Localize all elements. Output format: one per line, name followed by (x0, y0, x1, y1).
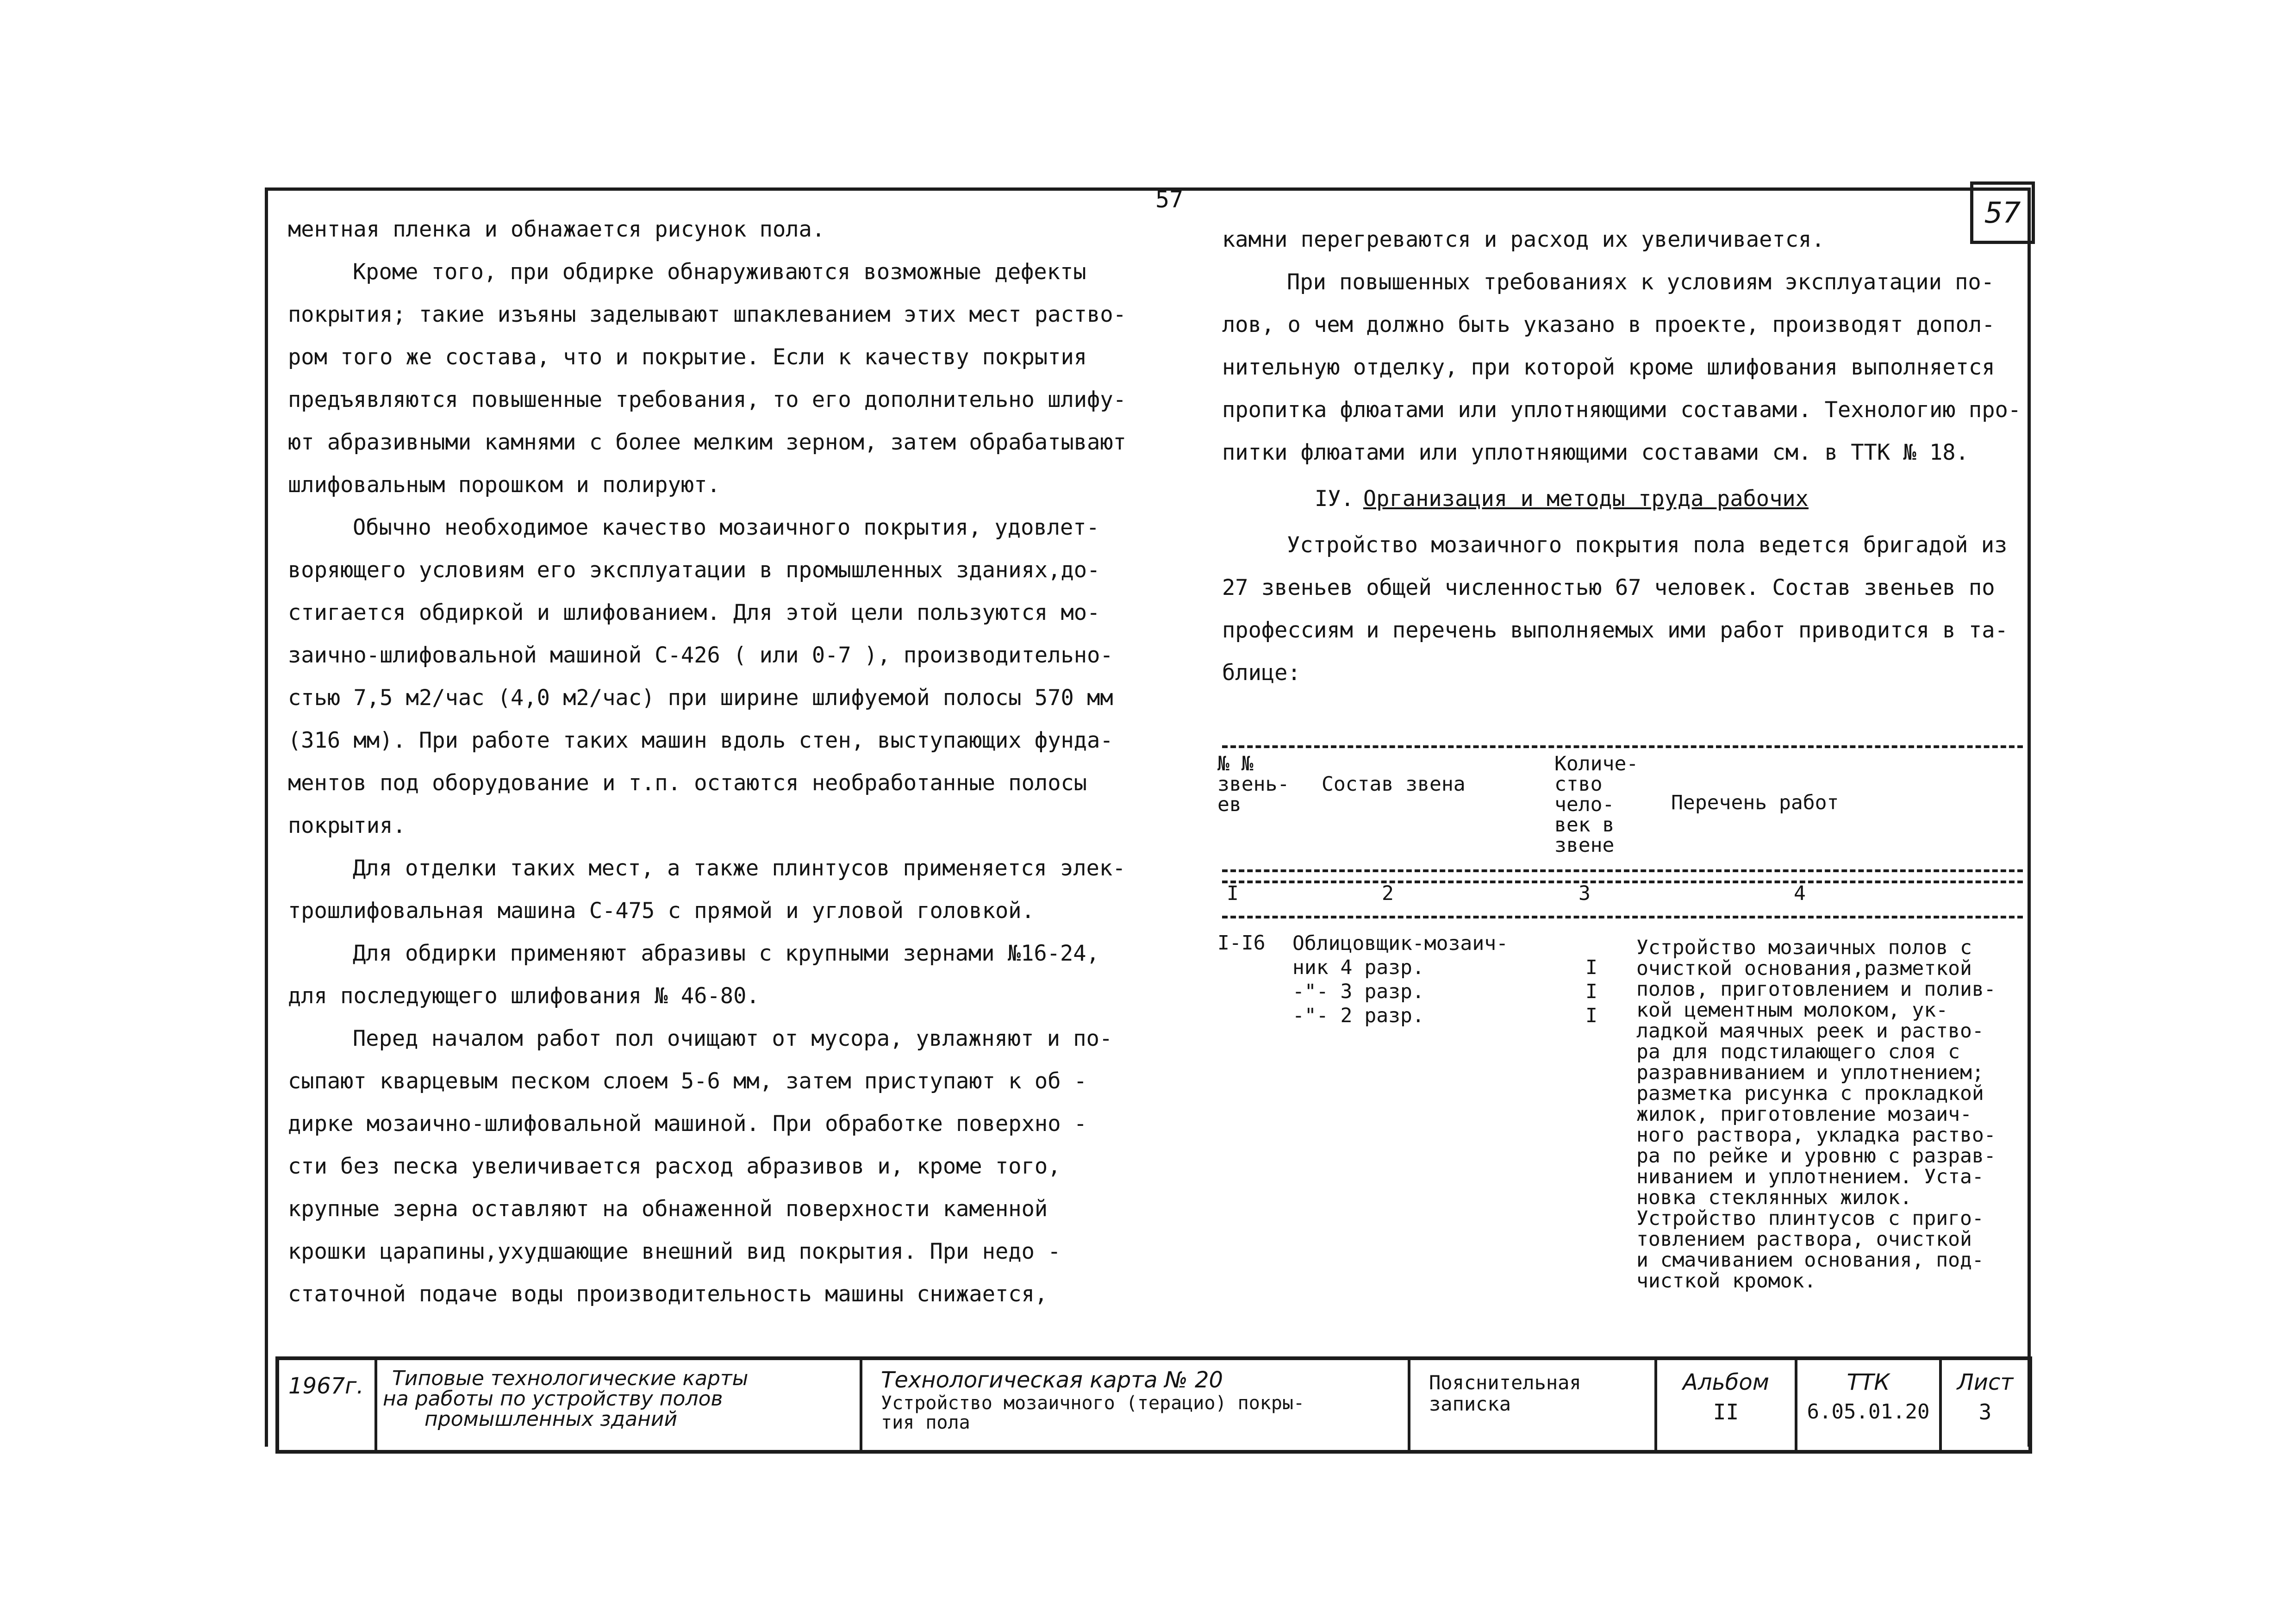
table-header-links: № № звень- ев (1217, 752, 1290, 816)
title-block-album: Альбом II (1657, 1360, 1797, 1450)
table-row-works: Устройство мозаичных полов с очисткой основания,разметкой полов, приготовлением и полив- кой цементным молоком, ук- ладкой маячных реек и раство- ра для подстилающего слоя с разравниванием и уплотнением; разметка рисунка с прокладкой жилок, приготовление мозаич- ного раствора, укладка раство- ра по рейке и уровню с разрав- ниванием и уплотнением. Уста- новка стеклянных жилок. Устройство плинтусов с приго- товлением раствора, очисткой и смачиванием основания, под- чисткой кромок. (1636, 936, 1996, 1293)
table-colnum-1: I (1227, 882, 1239, 905)
text-line: предъявляются повышенные требования, то его дополнительно шлифу- (288, 387, 1126, 412)
table-header-count: Количе- ство чело- век в звене (1554, 752, 1639, 857)
title-block-sheet: Лист 3 (1957, 1369, 2014, 1424)
text-line: Для отделки таких мест, а также плинтусов применяется элек- (353, 856, 1126, 881)
table-colnum-3: 3 (1578, 882, 1591, 905)
table-row-links: I-I6 (1217, 931, 1266, 955)
text-line: Устройство мозаичного покрытия пола ведется бригадой из (1287, 532, 2008, 558)
text-line: трошлифовальная машина С-475 с прямой и угловой головкой. (288, 898, 1035, 924)
table-rule-header (1222, 869, 2023, 872)
table-colnum-4: 4 (1794, 882, 1806, 905)
text-line: заично-шлифовальной машиной С-426 ( или 0-7 ), производительно- (288, 643, 1113, 668)
text-line: пропитка флюатами или уплотняющими составами. Технологию про- (1222, 397, 2021, 423)
text-line: стью 7,5 м2/час (4,0 м2/час) при ширине шлифуемой полосы 570 мм (288, 685, 1113, 711)
text-line: покрытия; такие изъяны заделывают шпаклеванием этих мест раство- (288, 302, 1126, 327)
table-row-composition: Облицовщик-мозаич- ник 4 разр. -"- 3 разр. -"- 2 разр. (1292, 932, 1508, 1027)
section-number: IУ. (1315, 486, 1354, 512)
text-line: крупные зерна оставляют на обнаженной поверхности каменной (288, 1196, 1048, 1222)
text-line: статочной подаче воды производительность машины снижается, (288, 1281, 1048, 1307)
text-line: сыпают кварцевым песком слоем 5-6 мм, затем приступают к об - (288, 1068, 1087, 1094)
text-line: камни перегреваются и расход их увеличивается. (1222, 227, 1825, 252)
text-line: Для обдирки применяют абразивы с крупными зернами №16-24, (353, 941, 1099, 966)
text-line: сти без песка увеличивается расход абразивов и, кроме того, (288, 1154, 1061, 1179)
page-number-box: 57 (1970, 181, 2035, 244)
title-block-note: Пояснительная записка (1410, 1360, 1657, 1450)
title-block-year: 1967г. (279, 1360, 377, 1450)
text-line: Кроме того, при обдирке обнаруживаются возможные дефекты (353, 259, 1086, 285)
text-line: Обычно необходимое качество мозаичного покрытия, удовлет- (353, 515, 1099, 540)
table-colnum-2: 2 (1382, 882, 1394, 905)
title-block (275, 1356, 2032, 1454)
title-block-ttk: ТТК 6.05.01.20 (1797, 1360, 1942, 1450)
right-column-text (1222, 219, 2032, 694)
table-rule-header-2 (1222, 881, 2023, 883)
text-line: лов, о чем должно быть указано в проекте, производят допол- (1222, 312, 1995, 337)
text-line: ментная пленка и обнажается рисунок пола. (288, 217, 825, 242)
text-line: нительную отделку, при которой кроме шлифования выполняется (1222, 355, 1995, 380)
left-column-text (288, 208, 1144, 1316)
section-heading (1222, 478, 2032, 520)
table-header-composition: Состав звена (1322, 773, 1466, 796)
page-number-center: 57 (1155, 186, 1184, 213)
text-line: для последующего шлифования № 46-80. (288, 983, 760, 1009)
table-row-counts: I I I (1585, 956, 1597, 1027)
text-line: шлифовальным порошком и полируют. (288, 472, 720, 498)
table-rule-top (1222, 745, 2023, 748)
text-line: стигается обдиркой и шлифованием. Для этой цели пользуются мо- (288, 600, 1100, 625)
text-line: питки флюатами или уплотняющими составами см. в ТТК № 18. (1222, 440, 1969, 465)
title-block-card: Технологическая карта № 20 Устройство мозаичного (терацио) покры- тия пола (862, 1360, 1410, 1450)
text-line: профессиям и перечень выполняемых ими работ приводится в та- (1222, 618, 2008, 643)
table-rule-colnums (1222, 916, 2023, 918)
text-line: 27 звеньев общей численностью 67 человек. Состав звеньев по (1222, 575, 1995, 600)
text-line: дирке мозаично-шлифовальной машиной. При обработке поверхно - (288, 1111, 1087, 1137)
text-line: При повышенных требованиях к условиям эксплуатации по- (1287, 269, 1995, 295)
text-line: ют абразивными камнями с более мелким зерном, затем обрабатывают (288, 430, 1126, 455)
text-line: воряющего условиям его эксплуатации в промышленных зданиях,до- (288, 557, 1100, 583)
table-header-works: Перечень работ (1671, 791, 1839, 814)
text-line: Перед началом работ пол очищают от мусора, увлажняют и по- (353, 1026, 1113, 1051)
text-line: ментов под оборудование и т.п. остаются необработанные полосы (288, 770, 1087, 796)
text-line: покрытия. (288, 813, 406, 838)
text-line: крошки царапины,ухудшающие внешний вид покрытия. При недо - (288, 1239, 1061, 1264)
section-title: Организация и методы труда рабочих (1363, 486, 1809, 512)
text-line: блице: (1222, 660, 1301, 686)
text-line: (316 мм). При работе таких машин вдоль стен, выступающих фунда- (288, 728, 1113, 753)
title-block-series: Типовые технологические карты на работы по устройству полов промышленных зданий (377, 1360, 862, 1450)
text-line: ром того же состава, что и покрытие. Если к качеству покрытия (288, 344, 1087, 370)
